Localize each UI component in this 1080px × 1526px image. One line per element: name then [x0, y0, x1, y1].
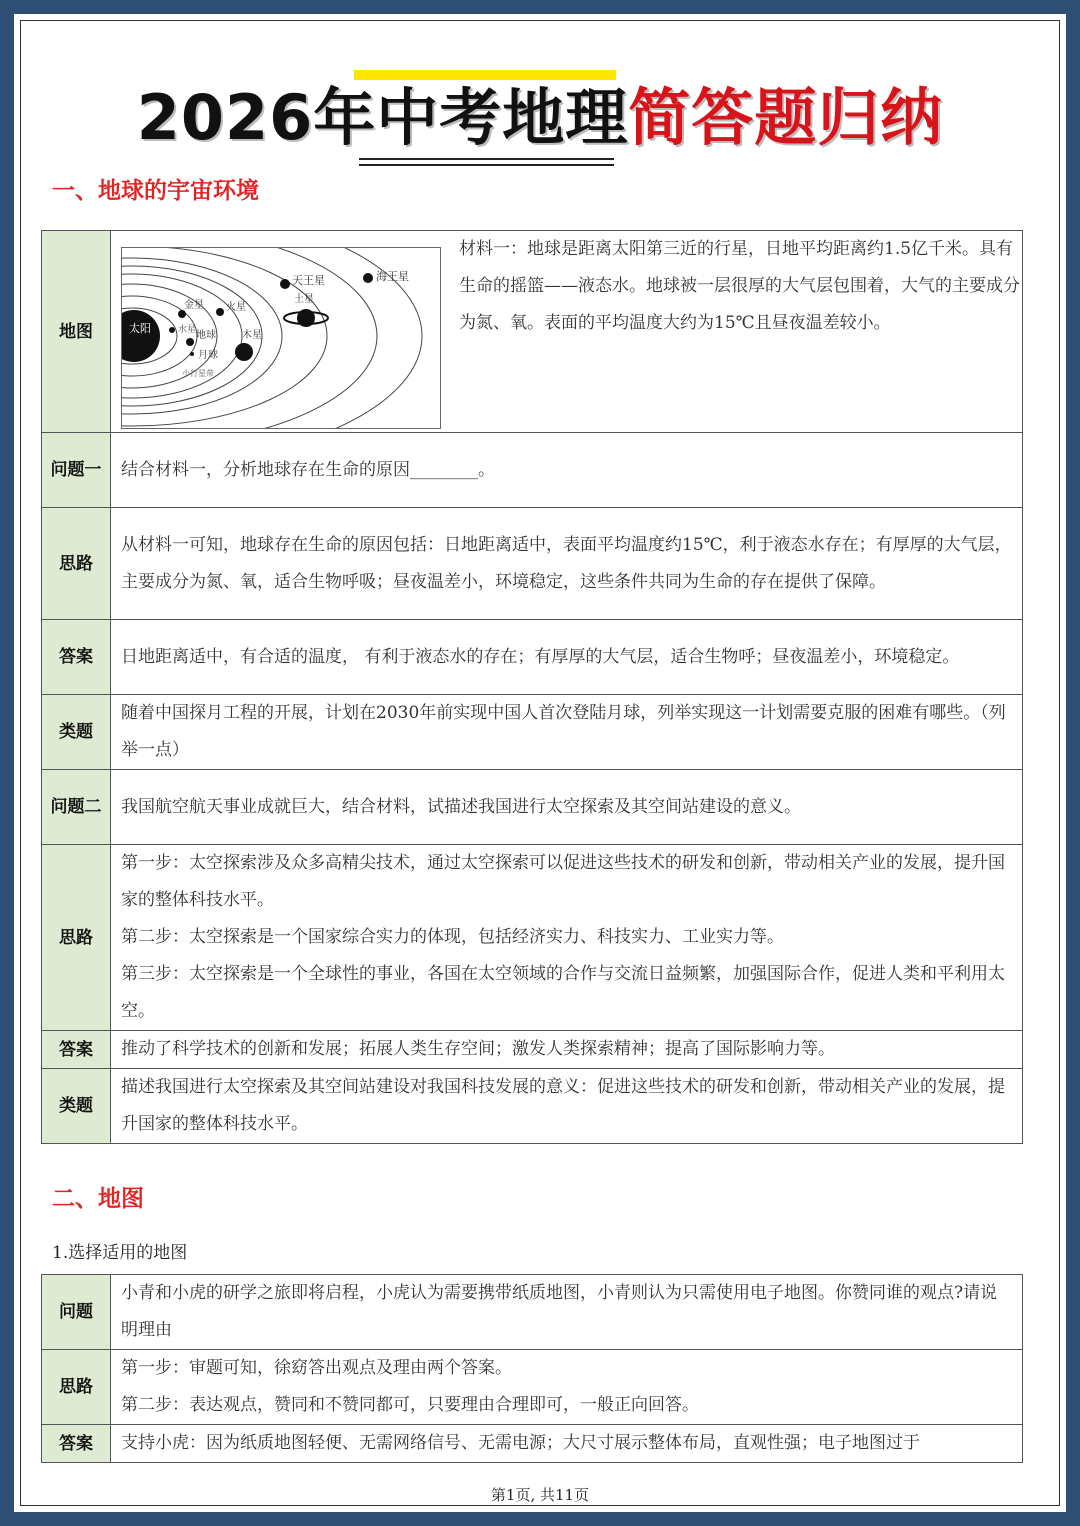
- row-label: 问题一: [42, 433, 111, 508]
- row-label: 答案: [42, 1425, 111, 1463]
- row-label: 思路: [42, 508, 111, 620]
- material-text: 材料一：地球是距离太阳第三近的行星，日地平均距离约1.5亿千米。具有生命的摇篮——液态水。地球被一层很厚的大气层包围着，大气的主要成分为氮、氧。表面的平均温度大约为15℃且昼夜温差较小。: [459, 239, 1020, 333]
- row-text: [111, 1350, 1023, 1425]
- sub-heading: 1.选择适用的地图: [52, 1243, 188, 1263]
- row-text: 我国航空航天事业成就巨大，结合材料，试描述我国进行太空探索及其空间站建设的意义。: [111, 770, 1023, 845]
- row-label: 问题二: [42, 770, 111, 845]
- table-row: [42, 620, 1023, 695]
- row-text: [111, 845, 1023, 1031]
- row-text: 支持小虎：因为纸质地图轻便、无需网络信号、无需电源；大尺寸展示整体布局，直观性强；电子地图过于: [111, 1425, 1023, 1463]
- row-label: 答案: [42, 1031, 111, 1069]
- planet-label: 地球: [196, 330, 216, 341]
- sun-icon: [122, 310, 160, 362]
- table-row: [42, 1275, 1023, 1350]
- page-footer: 第1页, 共11页: [490, 1486, 590, 1504]
- step-text: 第二步：太空探索是一个国家综合实力的体现，包括经济实力、科技实力、工业实力等。: [121, 927, 784, 947]
- row-label: 思路: [42, 845, 111, 1031]
- planet-label: 木星: [242, 330, 262, 341]
- row-label: 答案: [42, 620, 111, 695]
- table-row: [42, 1069, 1023, 1144]
- row-text: 随着中国探月工程的开展，计划在2030年前实现中国人首次登陆月球，列举实现这一计划需要克服的困难有哪些。（列举一点）: [111, 695, 1023, 770]
- row-label: 类题: [42, 695, 111, 770]
- row-text: 结合材料一，分析地球存在生命的原因________。: [111, 433, 1023, 508]
- row-text: 推动了科学技术的创新和发展；拓展人类生存空间；激发人类探索精神；提高了国际影响力等。: [111, 1031, 1023, 1069]
- solar-system-diagram: [122, 248, 440, 428]
- row-text: 描述我国进行太空探索及其空间站建设对我国科技发展的意义：促进这些技术的研发和创新，带动相关产业的发展，提升国家的整体科技水平。: [111, 1069, 1023, 1144]
- title-underline: [359, 158, 614, 160]
- row-label: 问题: [42, 1275, 111, 1350]
- planet-label: 金星: [184, 300, 204, 311]
- section-heading-1: 一、地球的宇宙环境: [52, 178, 259, 204]
- table-row: [42, 508, 1023, 620]
- solar-system-map: [121, 247, 441, 429]
- planet-label: 小行星带: [182, 369, 214, 378]
- qa-table-1: [41, 230, 1023, 1144]
- row-label: 类题: [42, 1069, 111, 1144]
- title-underline: [359, 164, 614, 166]
- page-title: [14, 78, 1066, 158]
- row-text: 小青和小虎的研学之旅即将启程，小虎认为需要携带纸质地图，小青则认为只需使用电子地图。你赞同谁的观点?请说明理由: [111, 1275, 1023, 1350]
- planet-label: 水星: [178, 325, 197, 335]
- planet-label: 火星: [226, 302, 246, 313]
- table-row: [42, 433, 1023, 508]
- row-text: 从材料一可知，地球存在生命的原因包括：日地距离适中，表面平均温度约15℃，利于液态水存在；有厚厚的大气层，主要成分为氮、氧，适合生物呼吸；昼夜温差小，环境稳定，这些条件共同为生命的存在提供了保障。: [111, 508, 1023, 620]
- planet-label: 天王星: [292, 274, 325, 287]
- planet-label: 月球: [198, 350, 218, 361]
- table-row: [42, 770, 1023, 845]
- row-label: 地图: [42, 231, 111, 433]
- table-row: [42, 695, 1023, 770]
- table-row: [42, 845, 1023, 1031]
- step-text: 第一步：审题可知，徐窈答出观点及理由两个答案。: [121, 1358, 512, 1378]
- step-text: 第一步：太空探索涉及众多高精尖技术，通过太空探索可以促进这些技术的研发和创新，带动相关产业的发展，提升国家的整体科技水平。: [121, 853, 1005, 910]
- title-part-2: 简答题归纳: [628, 81, 944, 154]
- planet-label: 海王星: [376, 270, 409, 283]
- row-label: 思路: [42, 1350, 111, 1425]
- document-page: [14, 14, 1066, 1512]
- step-text: 第三步：太空探索是一个全球性的事业，各国在太空领域的合作与交流日益频繁，加强国际合作，促进人类和平利用太空。: [121, 964, 1005, 1021]
- table-row: [42, 1031, 1023, 1069]
- title-block: [14, 54, 1066, 174]
- map-cell: [111, 231, 1023, 433]
- table-row: [42, 231, 1023, 433]
- row-text: 日地距离适中，有合适的温度， 有利于液态水的存在；有厚厚的大气层，适合生物呼；昼夜温差小，环境稳定。: [111, 620, 1023, 695]
- planet-label: 土星: [294, 294, 314, 305]
- table-row: [42, 1425, 1023, 1463]
- table-row: [42, 1350, 1023, 1425]
- qa-table-2: [41, 1274, 1023, 1463]
- step-text: 第二步：表达观点，赞同和不赞同都可，只要理由合理即可，一般正向回答。: [121, 1395, 699, 1415]
- title-part-1: 2026年中考地理: [136, 81, 629, 154]
- sun-label: 太阳: [129, 322, 151, 335]
- section-heading-2: 二、地图: [52, 1186, 144, 1212]
